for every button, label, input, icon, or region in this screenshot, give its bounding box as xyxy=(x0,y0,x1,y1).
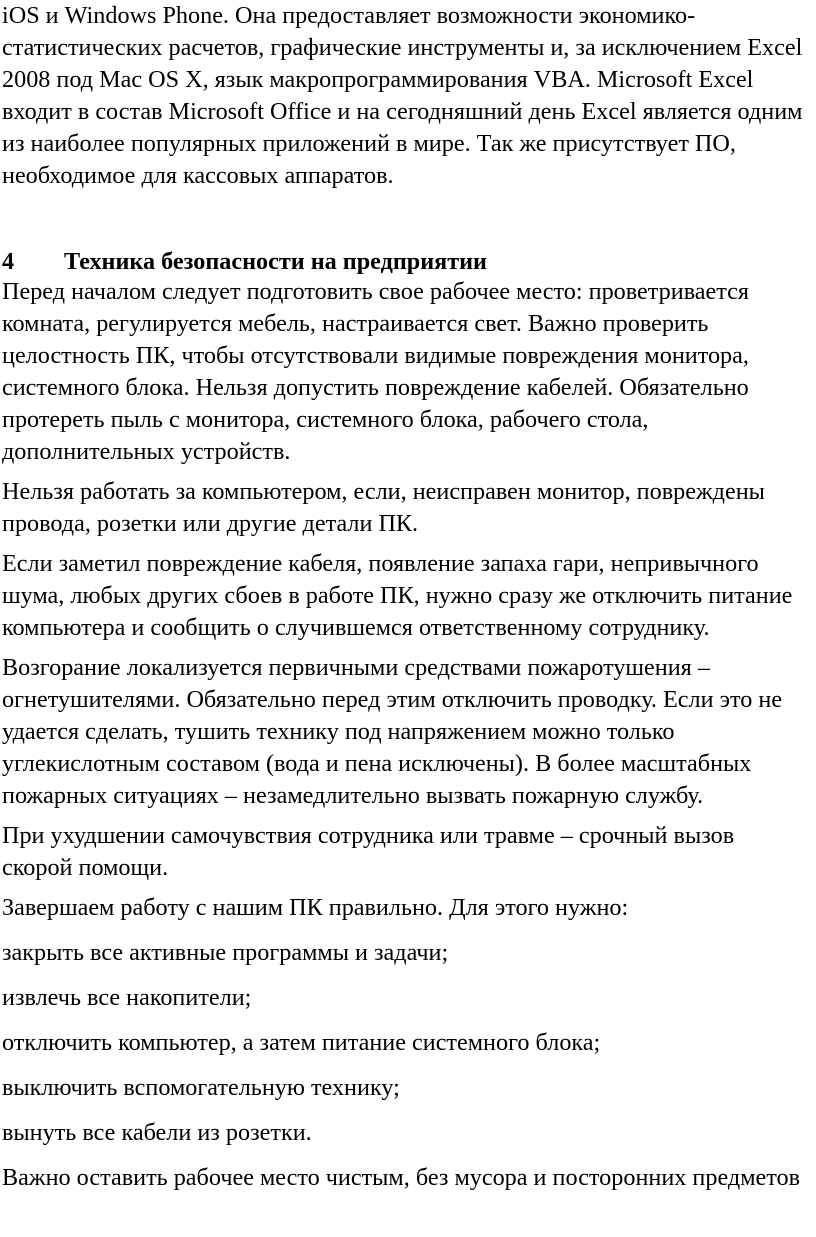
text-line: входит в состав Microsoft Office и на сегодняшний день Excel является одним xyxy=(2,98,803,125)
text-line: Если заметил повреждение кабеля, появление запаха гари, непривычного xyxy=(2,550,759,577)
text-line: Возгорание локализуется первичными средствами пожаротушения – xyxy=(2,654,710,681)
text-line: пожарных ситуациях – незамедлительно вызвать пожарную службу. xyxy=(2,782,704,809)
text-line: дополнительных устройств. xyxy=(2,438,291,465)
list-item: отключить компьютер, а затем питание системного блока; xyxy=(2,1029,601,1056)
section-title: Техника безопасности на предприятии xyxy=(64,248,487,275)
text-line: огнетушителями. Обязательно перед этим отключить проводку. Если это не xyxy=(2,686,783,713)
text-line: скорой помощи. xyxy=(2,854,169,881)
text-line: удается сделать, тушить технику под напряжением можно только xyxy=(2,718,675,745)
text-line: 2008 под Mac OS X, язык макропрограммирования VBA. Microsoft Excel xyxy=(2,66,754,93)
text-line: iOS и Windows Phone. Она предоставляет возможности экономико- xyxy=(2,2,696,29)
text-line: необходимое для кассовых аппаратов. xyxy=(2,162,394,189)
text-line: провода, розетки или другие детали ПК. xyxy=(2,510,419,537)
text-line: При ухудшении самочувствия сотрудника или травме – срочный вызов xyxy=(2,822,735,849)
text-line: компьютера и сообщить о случившемся ответственному сотруднику. xyxy=(2,614,710,641)
text-line: Нельзя работать за компьютером, если, неисправен монитор, повреждены xyxy=(2,478,765,505)
text-line: протереть пыль с монитора, системного блока, рабочего стола, xyxy=(2,406,649,433)
text-line: статистических расчетов, графические инструменты и, за исключением Excel xyxy=(2,34,803,61)
text-line: шума, любых других сбоев в работе ПК, нужно сразу же отключить питание xyxy=(2,582,793,609)
text-line: Завершаем работу с нашим ПК правильно. Для этого нужно: xyxy=(2,894,629,921)
section-number: 4 xyxy=(2,248,15,275)
text-line: Важно оставить рабочее место чистым, без мусора и посторонних предметов xyxy=(2,1164,800,1191)
list-item: извлечь все накопители; xyxy=(2,984,252,1011)
text-line: углекислотным составом (вода и пена исключены). В более масштабных xyxy=(2,750,752,777)
text-line: системного блока. Нельзя допустить повреждение кабелей. Обязательно xyxy=(2,374,749,401)
text-line: целостность ПК, чтобы отсутствовали видимые повреждения монитора, xyxy=(2,342,749,369)
text-line: комната, регулируется мебель, настраивается свет. Важно проверить xyxy=(2,310,709,337)
list-item: вынуть все кабели из розетки. xyxy=(2,1119,312,1146)
text-line: из наиболее популярных приложений в мире. Так же присутствует ПО, xyxy=(2,130,736,157)
list-item: закрыть все активные программы и задачи; xyxy=(2,939,449,966)
text-line: Перед началом следует подготовить свое рабочее место: проветривается xyxy=(2,278,749,305)
list-item: выключить вспомогательную технику; xyxy=(2,1074,400,1101)
